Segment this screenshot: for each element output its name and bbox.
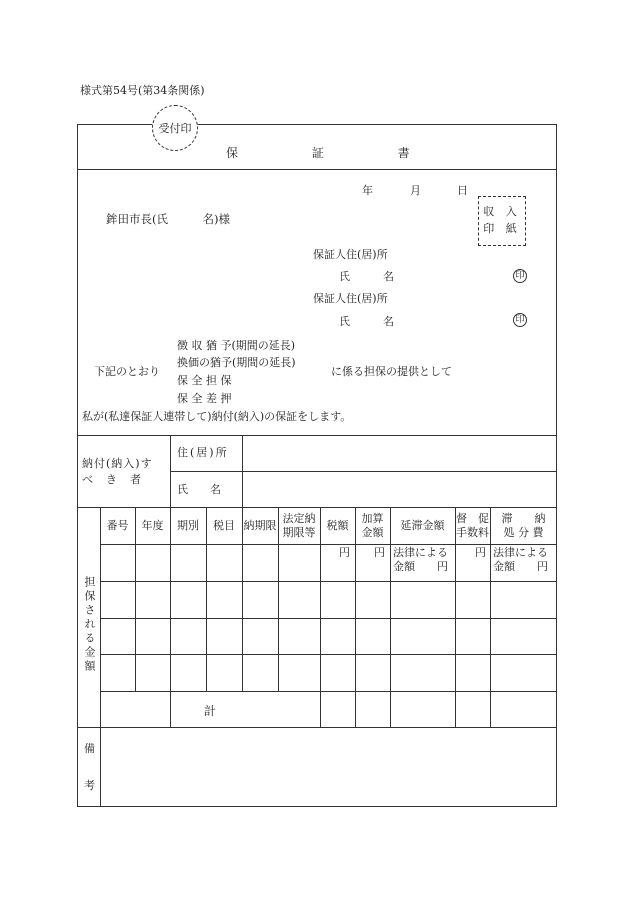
guarantor-1-address-label: 保証人住(居)所 — [313, 248, 388, 261]
statement-prefix: 下記のとおり — [94, 365, 160, 378]
amount-section-label: 担保される金額 — [83, 576, 96, 674]
remarks-label-2: 考 — [84, 779, 95, 792]
date-day: 日 — [457, 184, 468, 197]
col-deadline: 納期限 — [243, 519, 277, 532]
payer-label-line2: べ き 者 — [82, 473, 142, 486]
payer-address-label: 住(居)所 — [177, 446, 229, 459]
unit-tax-amount: 円 — [339, 546, 350, 559]
col-period: 期別 — [177, 519, 199, 532]
unit-reminder-fee: 円 — [475, 546, 486, 559]
unit-delinquency-line2: 金額 円 — [393, 560, 448, 573]
col-reminder-fee: 督 促 手数料 — [456, 512, 489, 539]
remarks-section — [77, 727, 557, 807]
addressee: 鉾田市長(氏 名)様 — [106, 212, 230, 226]
form-number: 様式第54号(第34条関係) — [80, 84, 205, 97]
guarantor-2-seal-icon: 印 — [513, 313, 527, 327]
col-addition: 加算 金額 — [361, 512, 384, 539]
statement-line2: 私が(私達保証人連帯して)納付(納入)の保証をします。 — [82, 410, 352, 423]
col-disposal-cost: 滞 納 処 分 費 — [501, 512, 546, 539]
guarantor-1-name-label: 氏 名 — [339, 270, 394, 283]
col-delinquency: 延滞金額 — [400, 519, 445, 532]
unit-delinquency-line1: 法律による — [393, 546, 448, 559]
guarantor-2-name-label: 氏 名 — [339, 315, 394, 328]
col-legal-deadline: 法定納 期限等 — [282, 512, 316, 539]
guarantor-2-address-label: 保証人住(居)所 — [313, 292, 388, 305]
col-tax-item: 税目 — [213, 519, 235, 532]
statement-option-1: 徴 収 猶 予(期間の延長) — [177, 339, 296, 352]
page-title: 保 証 書 — [226, 146, 410, 160]
unit-disposal-line2: 金額 円 — [493, 560, 548, 573]
remarks-label-1: 備 — [84, 742, 95, 755]
revenue-stamp-line2: 印 紙 — [483, 222, 521, 235]
revenue-stamp-box — [478, 196, 526, 246]
unit-disposal-line1: 法律による — [493, 546, 548, 559]
statement-option-4: 保 全 差 押 — [177, 392, 232, 405]
revenue-stamp-line1: 収 入 — [483, 205, 521, 218]
col-tax-amount: 税額 — [326, 519, 349, 532]
statement-option-2: 換価の猶予(期間の延長) — [177, 356, 296, 369]
receipt-seal-label: 受付印 — [158, 122, 192, 135]
guarantor-1-seal-icon: 印 — [513, 269, 527, 283]
col-year: 年度 — [141, 519, 164, 532]
unit-addition: 円 — [374, 546, 385, 559]
statement-suffix: に係る担保の提供として — [331, 365, 452, 378]
date-year: 年 — [362, 184, 373, 197]
payer-label-line1: 納付(納入)す — [82, 457, 153, 470]
date-month: 月 — [410, 184, 421, 197]
receipt-seal — [152, 105, 198, 151]
payer-name-label: 氏 名 — [177, 483, 221, 496]
statement-option-3: 保 全 担 保 — [177, 374, 232, 387]
total-label: 計 — [204, 704, 217, 718]
col-number: 番号 — [106, 519, 129, 532]
